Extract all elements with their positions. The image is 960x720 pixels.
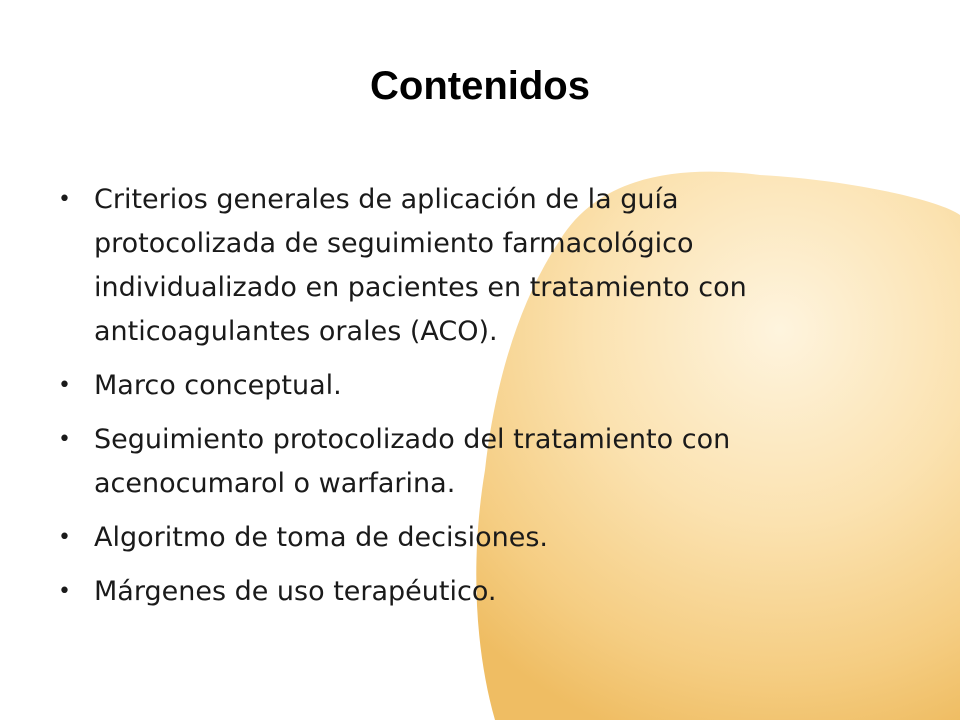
bullet-icon: •: [58, 373, 71, 398]
bullet-text: Márgenes de uso terapéutico.: [94, 576, 497, 607]
bullet-text: Marco conceptual.: [94, 370, 342, 401]
bullet-icon: •: [58, 579, 71, 604]
bullet-text: Algoritmo de toma de decisiones.: [94, 522, 548, 553]
list-item: [58, 364, 818, 408]
bullet-icon: •: [58, 525, 71, 550]
list-item: [58, 178, 818, 354]
list-item: [58, 516, 818, 560]
bullet-list: [58, 178, 818, 624]
list-item: [58, 418, 818, 506]
list-item: [58, 570, 818, 614]
bullet-text: Criterios generales de aplicación de la guía protocolizada de seguimiento farmacológico individualizado en pacientes en tratamiento con anticoagulantes orales (ACO).: [94, 184, 747, 347]
bullet-icon: •: [58, 187, 71, 212]
bullet-icon: •: [58, 427, 71, 452]
bullet-text: Seguimiento protocolizado del tratamiento con acenocumarol o warfarina.: [94, 424, 731, 499]
slide-title: Contenidos: [370, 64, 590, 108]
